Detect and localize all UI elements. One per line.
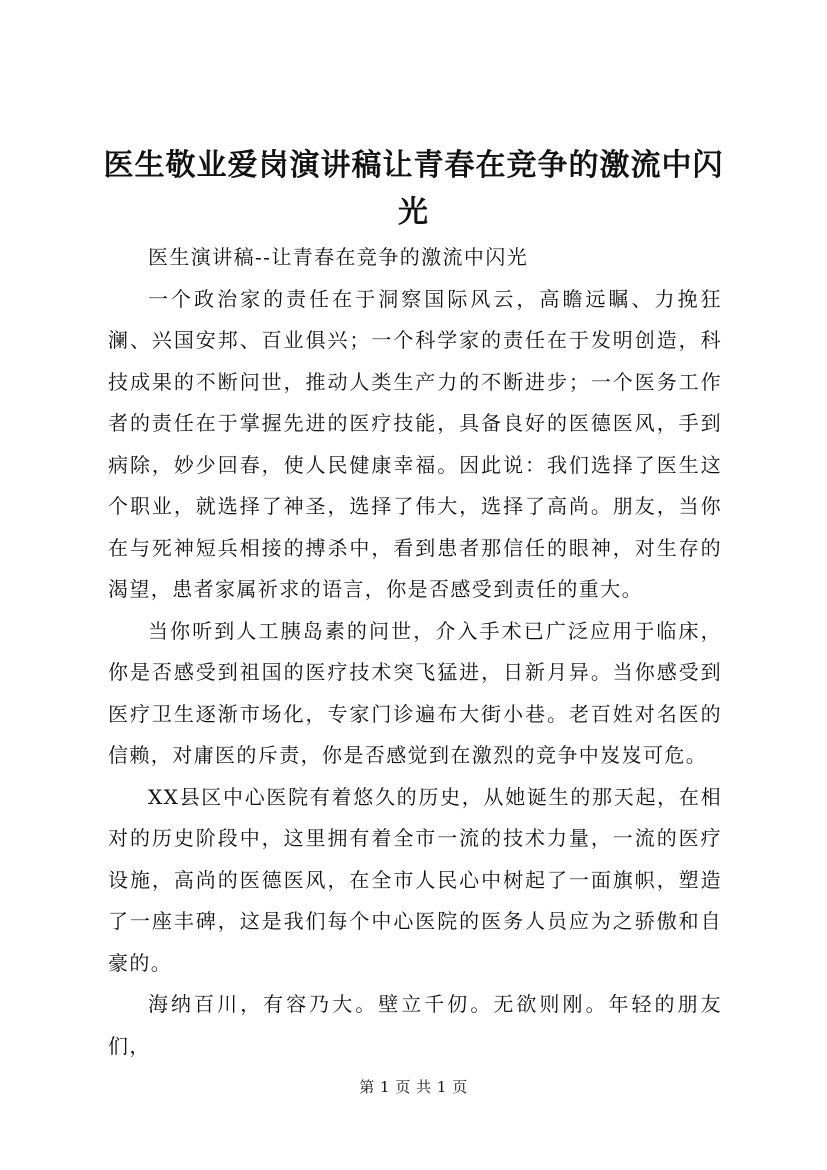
paragraph: 海纳百川，有容乃大。壁立千仞。无欲则刚。年轻的朋友们，: [108, 992, 722, 1058]
document-title: 医生敬业爱岗演讲稿让青春在竞争的激流中闪光: [103, 148, 724, 230]
paragraph: XX县区中心医院有着悠久的历史，从她诞生的那天起，在相对的历史阶段中，这里拥有着全市一流的技术力量，一流的医疗设施，高尚的医德医风，在全市人民心中树起了一面旗帜，塑造了一座丰碑，这是我们每个中心医院的医务人员应为之骄傲和自豪的。: [108, 784, 722, 975]
paragraph-subtitle: 医生演讲稿--让青春在竞争的激流中闪光: [148, 245, 529, 269]
paragraph: 当你听到人工胰岛素的问世，介入手术已广泛应用于临床，你是否感受到祖国的医疗技术突飞猛进，日新月异。当你感受到医疗卫生逐渐市场化，专家门诊遍布大街小巷。老百姓对名医的信赖，对庸医的斥责，你是否感觉到在激烈的竞争中岌岌可危。: [108, 618, 722, 767]
page-number-footer: 第 1 页 共 1 页: [359, 1078, 468, 1096]
paragraph: 一个政治家的责任在于洞察国际风云，高瞻远瞩、力挽狂澜、兴国安邦、百业俱兴；一个科学家的责任在于发明创造，科技成果的不断问世，推动人类生产力的不断进步；一个医务工作者的责任在于掌握先进的医疗技能，具备良好的医德医风，手到病除，妙少回春，使人民健康幸福。因此说：我们选择了医生这个职业，就选择了神圣，选择了伟大，选择了高尚。朋友，当你在与死神短兵相接的搏杀中，看到患者那信任的眼神，对生存的渴望，患者家属祈求的语言，你是否感受到责任的重大。: [108, 286, 722, 601]
document-body: [108, 237, 722, 1067]
